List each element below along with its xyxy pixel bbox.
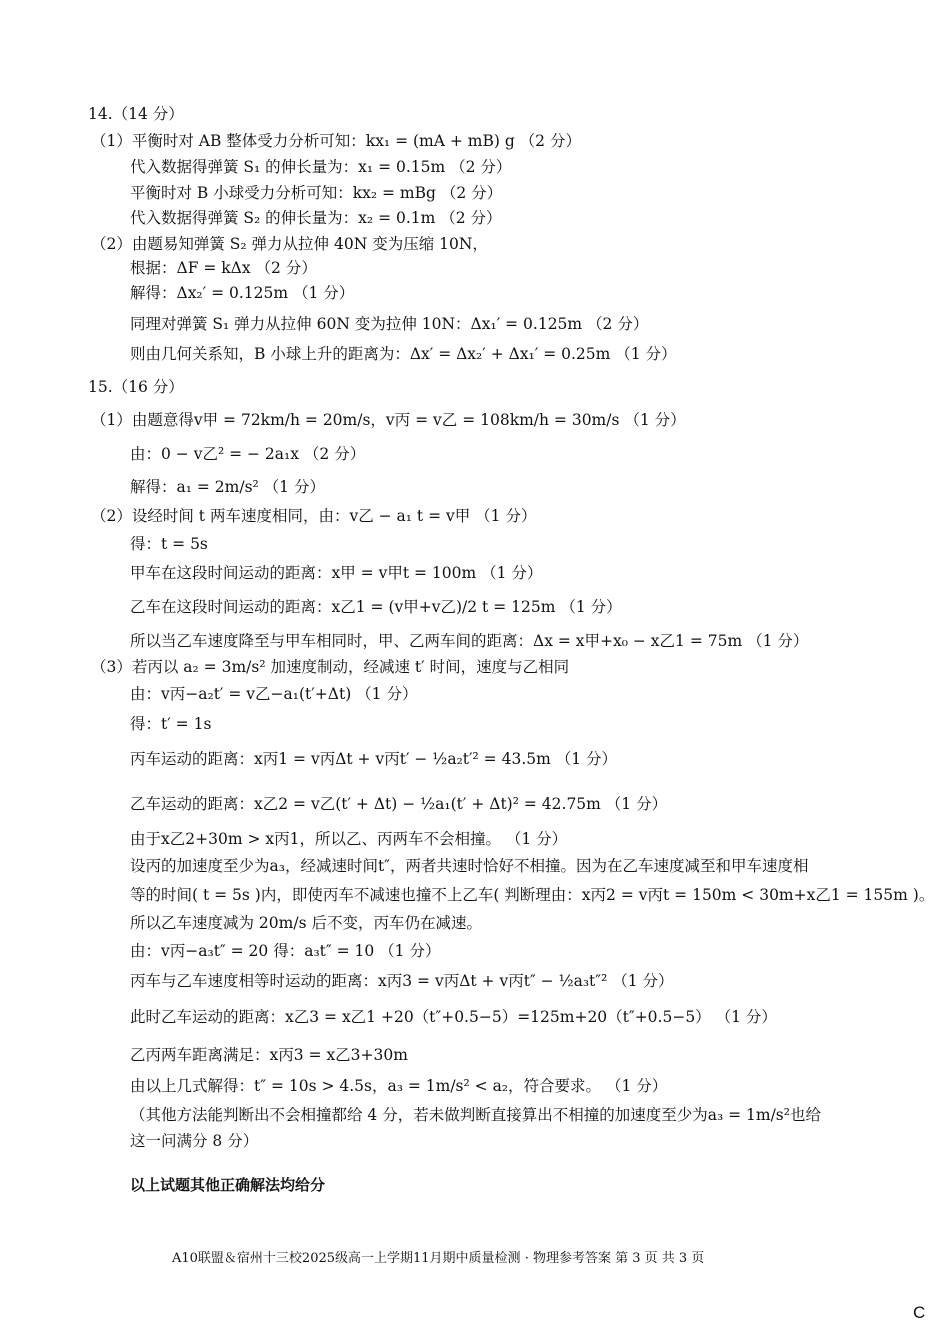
q15-part3-line7: 设丙的加速度至少为a₃，经减速时间t″，两者共速时恰好不相撞。因为在乙车速度减至和甲车速度相: [130, 857, 809, 875]
q14-part2-line1: （2）由题易知弹簧 S₂ 弹力从拉伸 40N 变为压缩 10N，: [91, 235, 488, 253]
q15-part3-line1: （3）若丙以 a₂ = 3m/s² 加速度制动，经减速 t′ 时间，速度与乙相同: [91, 658, 570, 676]
q15-note-line1: （其他方法能判断出不会相撞都给 4 分，若未做判断直接算出不相撞的加速度至少为a₃ = 1m/s²也给: [130, 1106, 821, 1124]
q14-part2-line2: 根据：ΔF = kΔx （2 分）: [130, 259, 317, 277]
page-footer: A10联盟＆宿州十三校2025级高一上学期11月期中质量检测 · 物理参考答案 第 3 页 共 3 页: [172, 1251, 705, 1266]
q15-part3-line12: 此时乙车运动的距离：x乙3 = x乙1 +20（t″+0.5−5）=125m+20（t″+0.5−5） （1 分）: [130, 1008, 777, 1026]
q15-heading: 15.（16 分）: [88, 378, 184, 396]
q15-part1-line3: 解得：a₁ = 2m/s² （1 分）: [130, 478, 325, 496]
closing-note: 以上试题其他正确解法均给分: [130, 1176, 326, 1194]
q14-part1-line1: （1）平衡时对 AB 整体受力分析可知：kx₁ = (mA + mB) g （2 分）: [91, 132, 581, 150]
q14-part2-line4: 同理对弹簧 S₁ 弹力从拉伸 60N 变为拉伸 10N：Δx₁′ = 0.125m （2 分）: [130, 315, 649, 333]
corner-mark: C: [913, 1303, 926, 1322]
q15-part3-line8: 等的时间( t = 5s )内，即使丙车不减速也撞不上乙车( 判断理由：x丙2 = v丙t = 150m < 30m+x乙1 = 155m )。: [130, 886, 935, 904]
q14-part1-line3: 平衡时对 B 小球受力分析可知：kx₂ = mBg （2 分）: [130, 184, 503, 202]
q15-part1-line1: （1）由题意得v甲 = 72km/h = 20m/s，v丙 = v乙 = 108km/h = 30m/s （1 分）: [91, 411, 686, 429]
q14-part2-line3: 解得：Δx₂′ = 0.125m （1 分）: [130, 284, 355, 302]
q14-part2-line5: 则由几何关系知，B 小球上升的距离为：Δx′ = Δx₂′ + Δx₁′ = 0.25m （1 分）: [130, 345, 677, 363]
q15-part3-line4: 丙车运动的距离：x丙1 = v丙Δt + v丙t′ − ½a₂t′² = 43.5m （1 分）: [130, 750, 618, 768]
q15-part3-line11: 丙车与乙车速度相等时运动的距离：x丙3 = v丙Δt + v丙t″ − ½a₃t″² （1 分）: [130, 972, 674, 990]
q15-part2-line1: （2）设经时间 t 两车速度相同，由：v乙 − a₁ t = v甲 （1 分）: [91, 507, 537, 525]
q15-part3-line9: 所以乙车速度减为 20m/s 后不变，丙车仍在减速。: [130, 914, 482, 932]
q15-part3-line14: 由以上几式解得：t″ = 10s > 4.5s，a₃ = 1m/s² < a₂，符合要求。 （1 分）: [130, 1077, 668, 1095]
q15-part3-line13: 乙丙两车距离满足：x丙3 = x乙3+30m: [130, 1046, 408, 1064]
q15-part3-line6: 由于x乙2+30m > x丙1，所以乙、丙两车不会相撞。 （1 分）: [130, 830, 568, 848]
q15-part3-line10: 由：v丙−a₃t″ = 20 得：a₃t″ = 10 （1 分）: [130, 942, 441, 960]
q14-part1-line2: 代入数据得弹簧 S₁ 的伸长量为：x₁ = 0.15m （2 分）: [130, 158, 512, 176]
q15-note-line2: 这一问满分 8 分）: [130, 1132, 259, 1150]
q15-part2-line3: 甲车在这段时间运动的距离：x甲 = v甲t = 100m （1 分）: [130, 564, 543, 582]
q14-part1-line4: 代入数据得弹簧 S₂ 的伸长量为：x₂ = 0.1m （2 分）: [130, 209, 502, 227]
q15-part2-line4: 乙车在这段时间运动的距离：x乙1 = (v甲+v乙)/2 t = 125m （1 分）: [130, 598, 622, 616]
q15-part3-line5: 乙车运动的距离：x乙2 = v乙(t′ + Δt) − ½a₁(t′ + Δt)² = 42.75m （1 分）: [130, 795, 668, 813]
q14-heading: 14.（14 分）: [88, 105, 184, 123]
q15-part3-line2: 由：v丙−a₂t′ = v乙−a₁(t′+Δt) （1 分）: [130, 685, 418, 703]
q15-part1-line2: 由：0 − v乙² = − 2a₁x （2 分）: [130, 445, 366, 463]
q15-part2-line2: 得：t = 5s: [130, 535, 208, 553]
q15-part3-line3: 得：t′ = 1s: [130, 715, 212, 733]
q15-part2-line5: 所以当乙车速度降至与甲车相同时，甲、乙两车间的距离：Δx = x甲+x₀ − x乙1 = 75m （1 分）: [130, 632, 809, 650]
